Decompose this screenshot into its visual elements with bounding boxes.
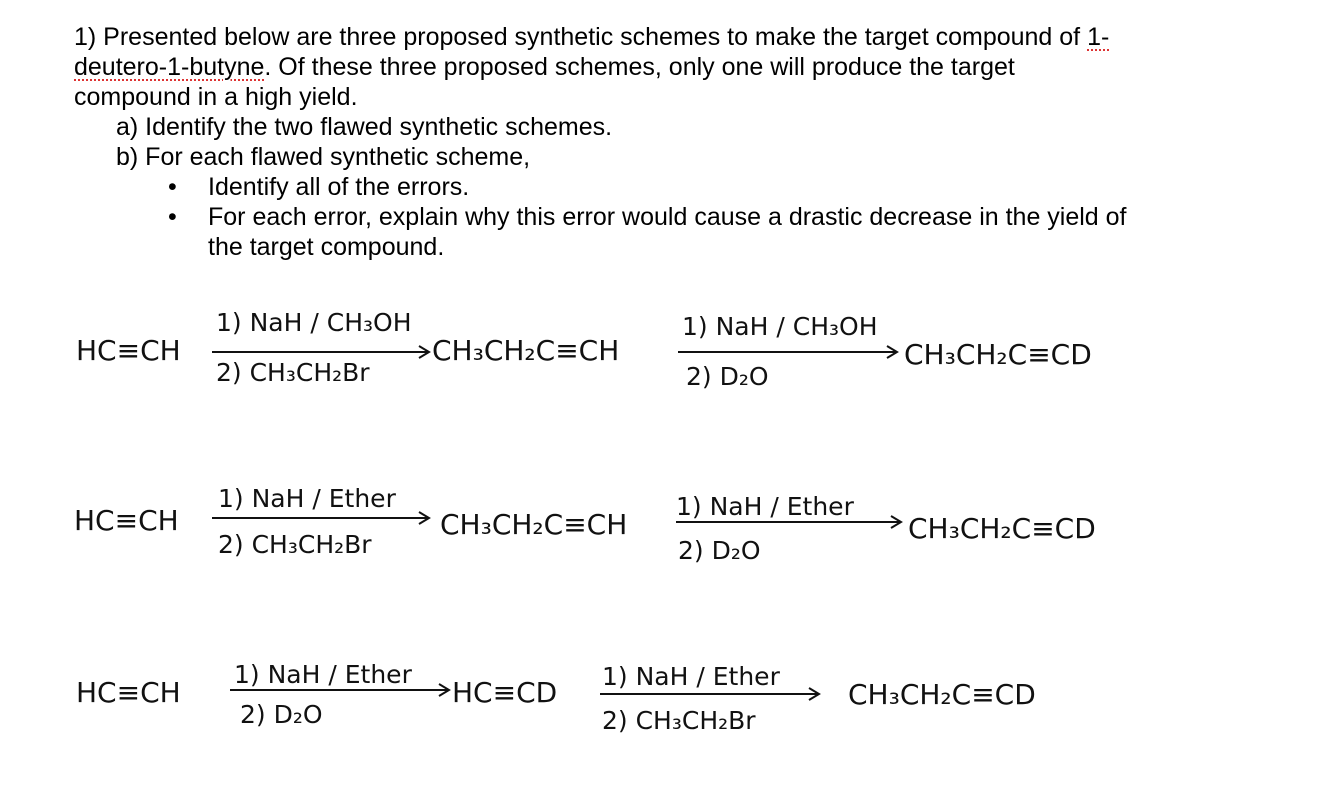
step2-reagent-2: 2) CH₃CH₂Br [602, 706, 756, 735]
intermediate: CH₃CH₂C≡CH [440, 508, 628, 541]
question-text [74, 22, 1274, 262]
bullet-2: • For each error, explain why this error would cause a drastic decrease in the yield of [168, 203, 1127, 231]
intermediate: CH₃CH₂C≡CH [432, 334, 620, 367]
scheme-1 [0, 300, 1320, 410]
part-b: b) For each flawed synthetic scheme, [116, 143, 531, 171]
step2-reagent-2: 2) D₂O [678, 536, 761, 565]
reaction-arrows [0, 300, 1320, 410]
bullet-icon: • [168, 173, 177, 201]
start-material: HC≡CH [74, 504, 179, 537]
reaction-arrows [0, 470, 1320, 580]
step1-reagent-1: 1) NaH / Ether [218, 484, 396, 513]
step1-reagent-2: 2) D₂O [240, 700, 323, 729]
intermediate: HC≡CD [452, 676, 558, 709]
product: CH₃CH₂C≡CD [908, 512, 1096, 545]
question-line-1: 1) Presented below are three proposed synthetic schemes to make the target compound of 1- [74, 23, 1110, 51]
step2-reagent-2: 2) D₂O [686, 362, 769, 391]
product: CH₃CH₂C≡CD [848, 678, 1036, 711]
question-line-3: compound in a high yield. [74, 83, 358, 111]
bullet-icon: • [168, 203, 177, 231]
step2-reagent-1: 1) NaH / Ether [602, 662, 780, 691]
product: CH₃CH₂C≡CD [904, 338, 1092, 371]
step2-reagent-1: 1) NaH / Ether [676, 492, 854, 521]
step1-reagent-1: 1) NaH / Ether [234, 660, 412, 689]
bullet-1: • Identify all of the errors. [168, 173, 470, 201]
scheme-2 [0, 470, 1320, 580]
start-material: HC≡CH [76, 334, 181, 367]
step1-reagent-1: 1) NaH / CH₃OH [216, 308, 412, 337]
scheme-3 [0, 648, 1320, 758]
start-material: HC≡CH [76, 676, 181, 709]
spellcheck-underline: 1- [1087, 23, 1110, 51]
bullet-2-continued: the target compound. [208, 233, 445, 261]
question-line-2: deutero-1-butyne. Of these three proposed schemes, only one will produce the target [74, 53, 1015, 81]
part-a: a) Identify the two flawed synthetic schemes. [116, 113, 613, 141]
step1-reagent-2: 2) CH₃CH₂Br [216, 358, 370, 387]
spellcheck-underline: deutero-1-butyne [74, 53, 265, 81]
step1-reagent-2: 2) CH₃CH₂Br [218, 530, 372, 559]
step2-reagent-1: 1) NaH / CH₃OH [682, 312, 878, 341]
